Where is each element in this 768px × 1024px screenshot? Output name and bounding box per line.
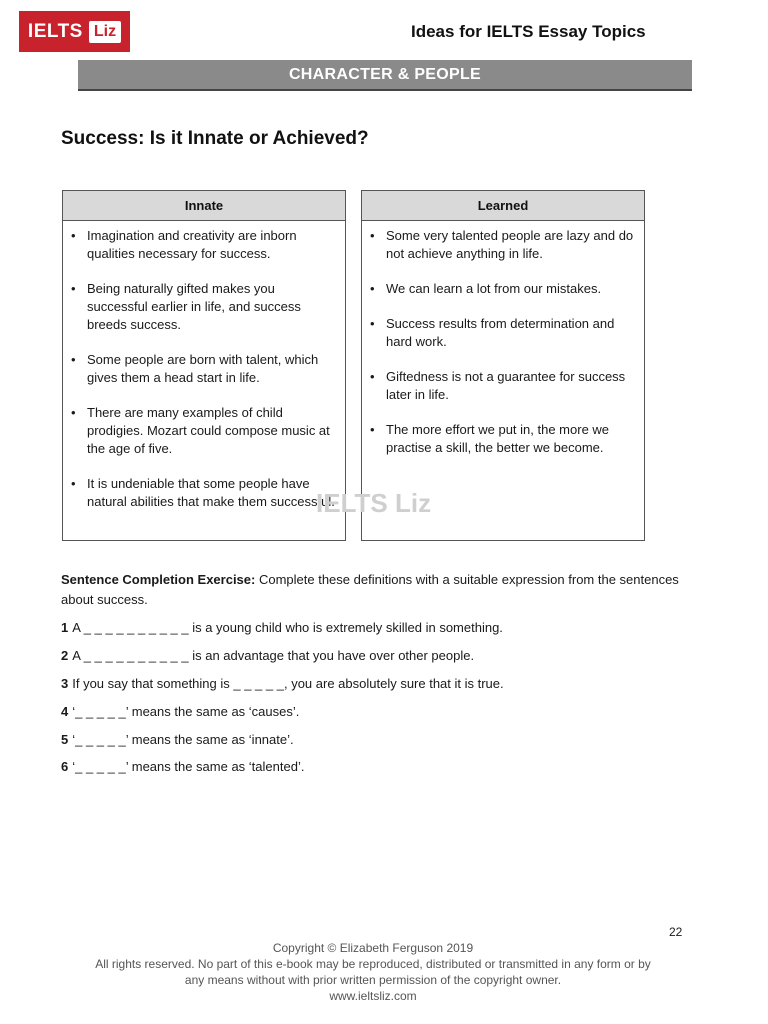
watermark: IELTS Liz [316,488,432,518]
exercise-question [61,731,294,749]
question-number: 6 [61,759,69,774]
innate-column [62,190,346,541]
question-number: 4 [61,704,69,719]
exercise-question [61,703,299,721]
innate-item: • Some people are born with talent, which gives them a head start in life. [87,351,337,387]
document-title: Ideas for IELTS Essay Topics [411,22,646,41]
question-text: If you say that something is _ _ _ _ _, you are absolutely sure that it is true. [72,676,504,691]
question-text: A _ _ _ _ _ _ _ _ _ _ is a young child who is extremely skilled in something. [72,620,503,635]
learned-item: • Success results from determination and hard work. [386,315,636,351]
exercise-title: Sentence Completion Exercise: [61,572,256,587]
innate-item: • It is undeniable that some people have natural abilities that make them successful. [87,475,337,511]
question-text: A _ _ _ _ _ _ _ _ _ _ is an advantage that you have over other people. [72,648,475,663]
footer-website: www.ieltsliz.com [329,989,417,1003]
innate-item: • Being naturally gifted makes you successful earlier in life, and success breeds success. [87,280,337,334]
page-heading: Success: Is it Innate or Achieved? [61,128,369,149]
innate-item: • Imagination and creativity are inborn qualities necessary for success. [87,227,337,263]
category-banner [78,60,692,91]
logo-text: IELTS [27,20,83,42]
innate-column-header: Innate [63,191,345,221]
exercise-instruction: Complete these definitions with a suitable expression from the sentences about success. [61,572,679,607]
learned-item: • The more effort we put in, the more we practise a skill, the better we become. [386,421,636,457]
question-text: ‘_ _ _ _ _’ means the same as ‘causes’. [72,704,300,719]
innate-list [63,221,345,511]
learned-item: • Some very talented people are lazy and do not achieve anything in life. [386,227,636,263]
logo-badge: Liz [89,21,121,43]
question-number: 3 [61,676,69,691]
footer-rights-line-2: any means without with prior written permission of the copyright owner. [184,973,562,987]
question-number: 5 [61,732,69,747]
question-text: ‘_ _ _ _ _’ means the same as ‘talented’. [72,759,305,774]
page-number: 22 [669,925,683,939]
learned-item: • We can learn a lot from our mistakes. [386,280,636,298]
question-number: 1 [61,620,69,635]
category-label: CHARACTER & PEOPLE [288,65,482,83]
ielts-liz-logo [19,11,130,52]
exercise-intro [61,570,681,610]
footer-copyright: Copyright © Elizabeth Ferguson 2019 [272,941,474,955]
exercise-question [61,647,474,665]
exercise-question [61,758,304,776]
learned-column-header: Learned [362,191,644,221]
footer-rights-line-1: All rights reserved. No part of this e-book may be reproduced, distributed or transmitted in any form or by [95,957,651,971]
learned-item: • Giftedness is not a guarantee for success later in life. [386,368,636,404]
footer [0,940,746,1004]
innate-item: • There are many examples of child prodigies. Mozart could compose music at the age of five. [87,404,337,458]
question-number: 2 [61,648,69,663]
exercise-question [61,619,503,637]
learned-list [362,221,644,457]
exercise-question [61,675,504,693]
question-text: ‘_ _ _ _ _’ means the same as ‘innate’. [72,732,294,747]
